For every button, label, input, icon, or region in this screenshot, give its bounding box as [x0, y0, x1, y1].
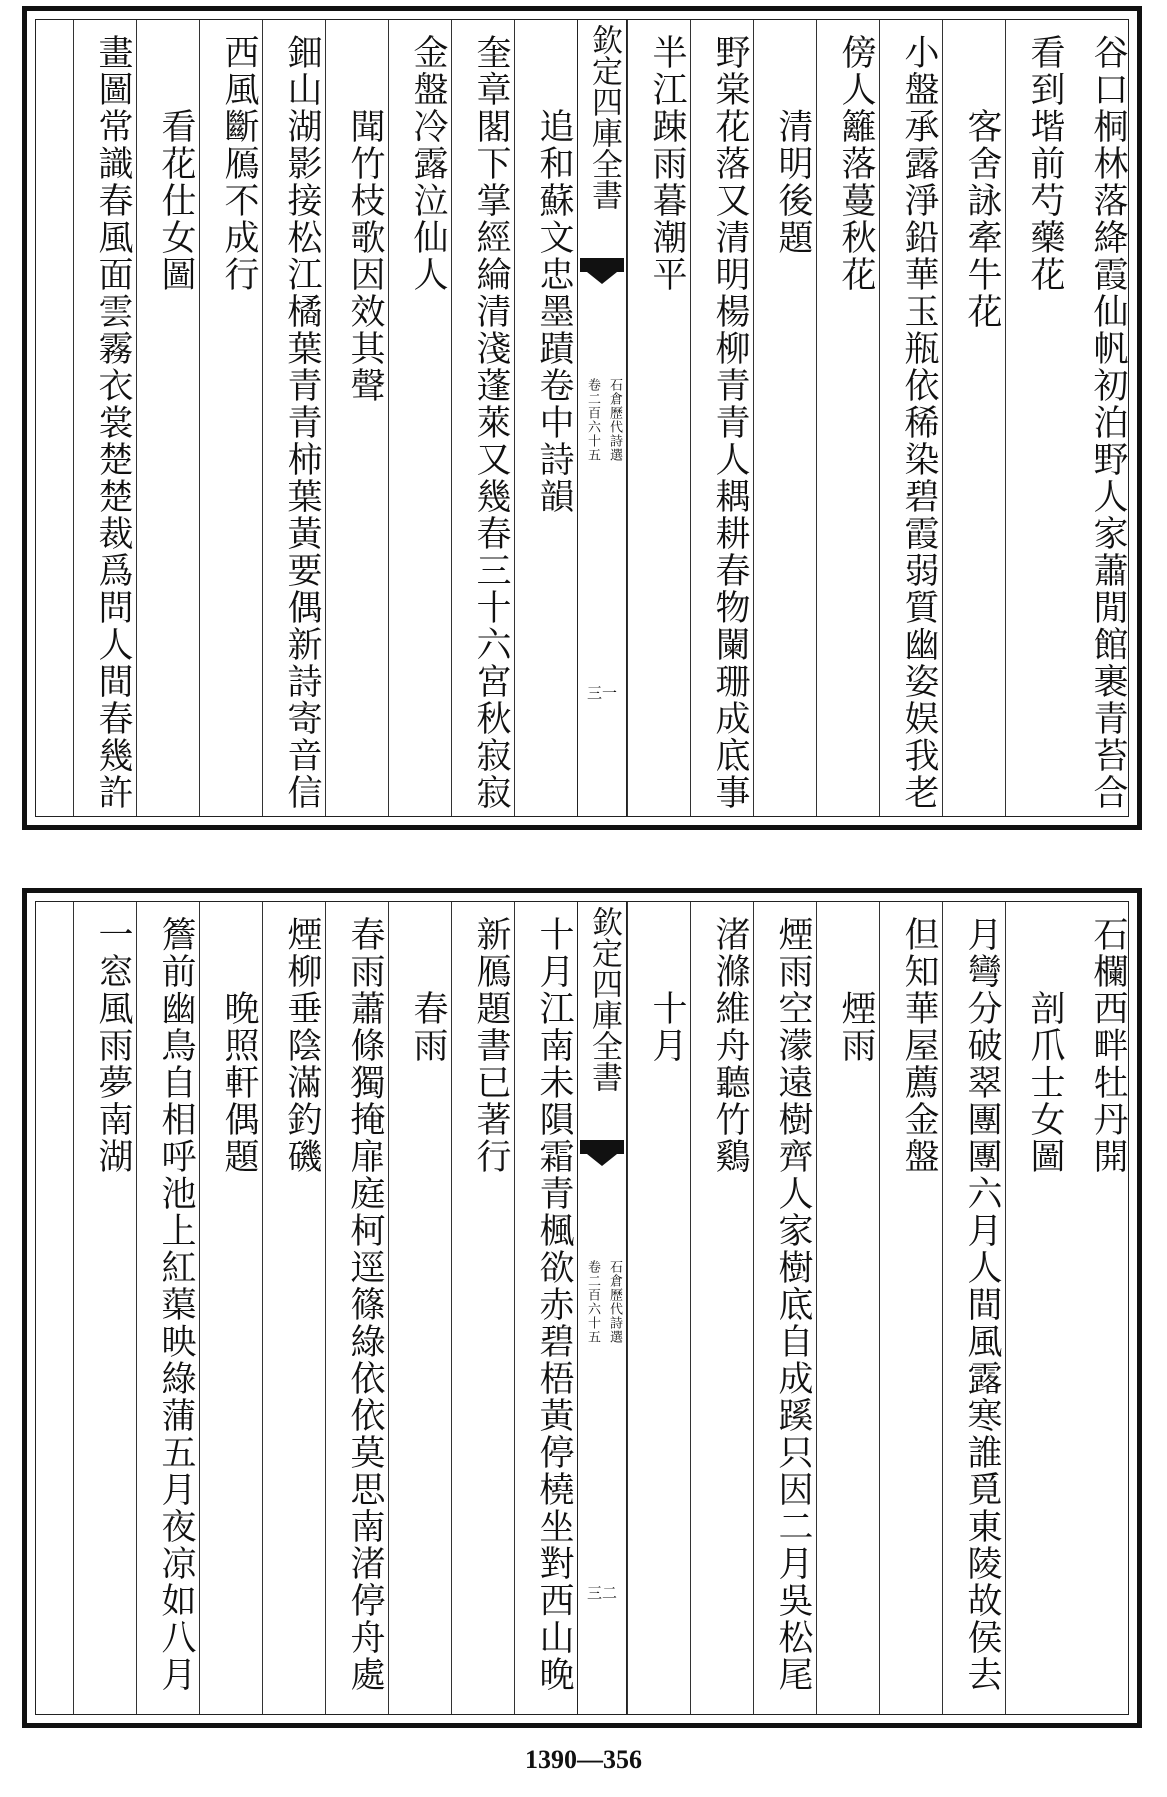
column-text: 小盤承露淨鉛華玉瓶依稀染碧霞弱質幽姿娱我老	[899, 34, 939, 811]
column-text: 晚照軒偶題	[219, 916, 259, 1175]
column-text: 十月江南未隕霜青楓欲赤碧梧黃停橈坐對西山晚	[534, 916, 574, 1693]
text-column	[879, 902, 942, 1714]
column-text: 簷前幽鳥自相呼池上紅蕖映綠蒲五月夜凉如八月	[156, 916, 196, 1693]
text-column	[1068, 20, 1131, 816]
text-column	[753, 20, 816, 816]
column-text: 一窓風雨夢南湖	[93, 916, 133, 1175]
text-column	[753, 902, 816, 1714]
text-column	[136, 20, 199, 816]
column-text: 煙雨空濛遠樹齊人家樹底自成蹊只因二月吳松尾	[773, 916, 813, 1693]
text-column	[1068, 902, 1131, 1714]
spine-page-number: 三一	[586, 684, 617, 702]
column-text: 追和蘇文忠墨蹟卷中詩韻	[534, 34, 574, 515]
text-column	[325, 902, 388, 1714]
column-text: 月彎分破翠團團六月人間風露寒誰覓東陵故侯去	[962, 916, 1002, 1693]
column-text: 煙雨	[836, 916, 876, 1064]
fish-tail-mark	[580, 1140, 624, 1154]
text-column	[816, 902, 879, 1714]
text-column	[451, 902, 514, 1714]
page-number-footer: 1390—356	[525, 1745, 642, 1774]
spine-subtitle: 石倉歷代詩選	[607, 378, 622, 462]
top-page	[22, 6, 1142, 830]
bottom-page-frame	[35, 901, 1129, 1715]
column-text: 聞竹枝歌因效其聲	[345, 34, 385, 404]
column-text: 鈿山湖影接松江橘葉青青柿葉黃要偶新詩寄音信	[282, 34, 322, 811]
top-page-frame	[35, 19, 1129, 817]
text-column	[73, 902, 136, 1714]
column-text: 春雨	[408, 916, 448, 1064]
text-column	[325, 20, 388, 816]
column-text: 新鴈題書已著行	[471, 916, 511, 1175]
text-column	[690, 20, 753, 816]
column-text: 金盤冷露泣仙人	[408, 34, 448, 293]
column-text: 春雨蕭條獨掩扉庭柯逕篠綠依依莫思南渚停舟處	[345, 916, 385, 1693]
text-column	[136, 902, 199, 1714]
column-text: 半江踈雨暮潮平	[647, 34, 687, 293]
text-column	[816, 20, 879, 816]
column-text: 奎章閣下掌經綸清淺蓬萊又幾春三十六宮秋寂寂	[471, 34, 511, 811]
column-text: 客舍詠牽牛花	[962, 34, 1002, 330]
column-text: 西風斷鴈不成行	[219, 34, 259, 293]
spine-page-number: 三二	[586, 1584, 617, 1602]
text-column	[199, 902, 262, 1714]
column-text: 渚滌維舟聽竹鷄	[710, 916, 750, 1175]
column-text: 谷口桐林落絳霞仙帆初泊野人家蕭閒館裹青苔合	[1088, 34, 1128, 811]
column-text: 野棠花落又清明楊柳青青人耦耕春物闌珊成底事	[710, 34, 750, 811]
text-column	[514, 902, 577, 1714]
text-column	[1005, 20, 1068, 816]
spine-title: 欽定四庫全書	[586, 906, 622, 1092]
spine-title: 欽定四庫全書	[586, 24, 622, 210]
column-text: 畫圖常識春風面雲霧衣裳楚楚裁爲問人間春幾許	[93, 34, 133, 811]
column-text: 清明後題	[773, 34, 813, 256]
spine-volume: 卷二百六十五	[585, 378, 600, 462]
text-column	[199, 20, 262, 816]
text-column	[388, 902, 451, 1714]
spine-subtitle: 石倉歷代詩選	[607, 1260, 622, 1344]
text-column	[514, 20, 577, 816]
column-text: 石欄西畔牡丹開	[1088, 916, 1128, 1175]
page-spine	[577, 20, 627, 816]
fish-tail-mark	[580, 258, 624, 272]
column-text: 但知華屋薦金盤	[899, 916, 939, 1175]
bottom-page	[22, 888, 1142, 1728]
text-column	[627, 20, 690, 816]
text-column	[690, 902, 753, 1714]
column-text: 十月	[647, 916, 687, 1064]
column-text: 看到堦前芍藥花	[1025, 34, 1065, 293]
spine-volume: 卷二百六十五	[585, 1260, 600, 1344]
text-column	[262, 20, 325, 816]
text-column	[451, 20, 514, 816]
text-column	[942, 20, 1005, 816]
text-column	[879, 20, 942, 816]
text-column	[1005, 902, 1068, 1714]
text-column	[942, 902, 1005, 1714]
column-text: 剖爪士女圖	[1025, 916, 1065, 1175]
column-text: 煙柳垂陰滿釣磯	[282, 916, 322, 1175]
text-column	[73, 20, 136, 816]
column-text: 傍人籬落蔓秋花	[836, 34, 876, 293]
text-column	[262, 902, 325, 1714]
text-column	[388, 20, 451, 816]
page-spine	[577, 902, 627, 1714]
text-column	[627, 902, 690, 1714]
column-text: 看花仕女圖	[156, 34, 196, 293]
